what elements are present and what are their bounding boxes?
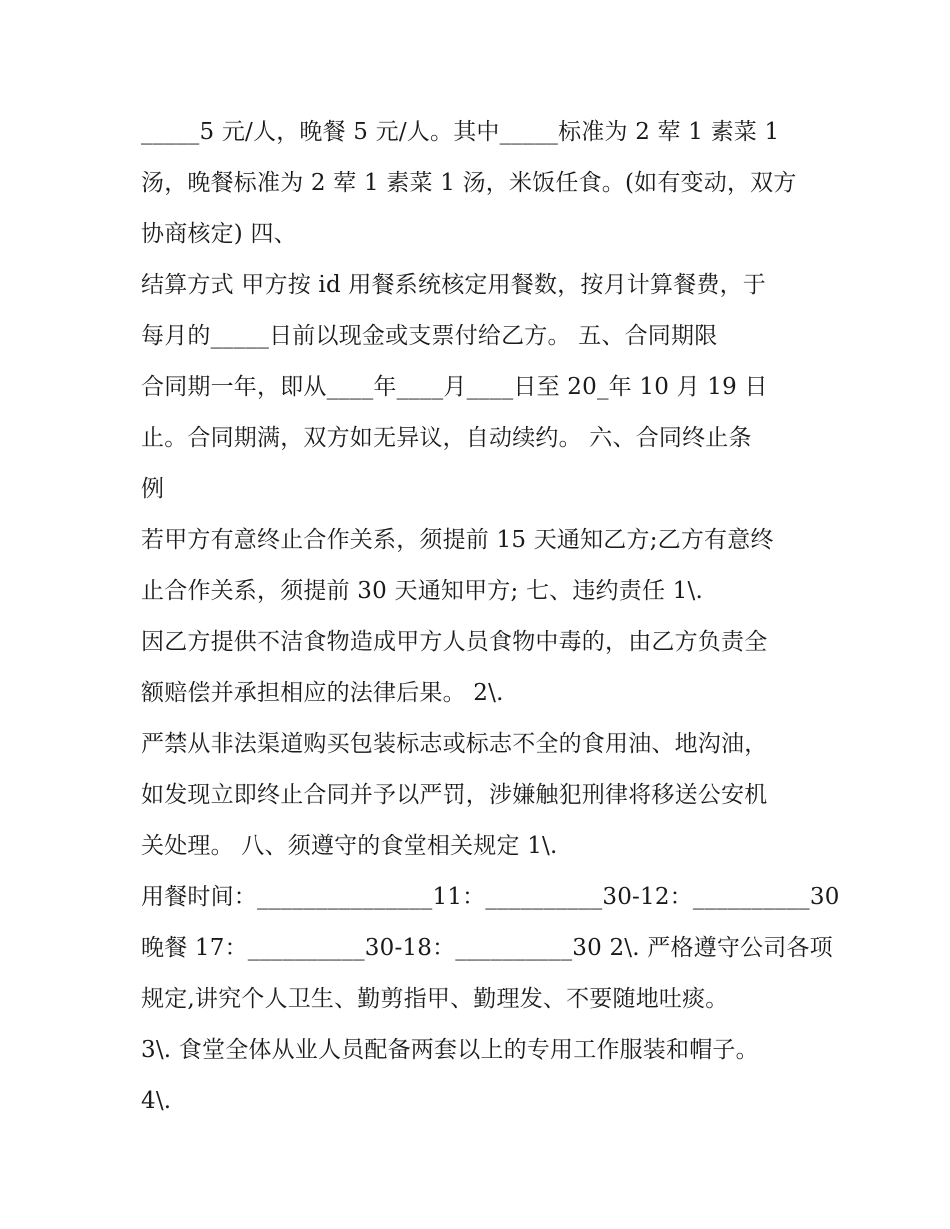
- text-line: _____5 元/人，晚餐 5 元/人。其中_____标准为 2 荤 1 素菜 1: [141, 119, 780, 145]
- text-line: 若甲方有意终止合作关系，须提前 15 天通知乙方;乙方有意终: [141, 527, 774, 553]
- text-line: 合同期一年，即从____年____月____日至 20_年 10 月 19 日: [141, 374, 768, 400]
- text-line: 3\. 食堂全体从业人员配备两套以上的专用工作服装和帽子。: [141, 1037, 759, 1063]
- text-line: 如发现立即终止合同并予以严罚，涉嫌触犯刑律将移送公安机: [141, 782, 768, 808]
- text-line: 晚餐 17：__________30-18：__________30 2\. 严格遵守公司各项: [141, 935, 833, 961]
- text-line: 例: [141, 476, 165, 502]
- text-line: 用餐时间：_______________11：__________30-12：__________30: [141, 884, 840, 910]
- text-line: 止合作关系，须提前 30 天通知甲方; 七、违约责任 1\.: [141, 578, 703, 604]
- text-line: 结算方式 甲方按 id 用餐系统核定用餐数，按月计算餐费，于: [141, 272, 767, 298]
- text-line: 每月的_____日前以现金或支票付给乙方。 五、合同期限: [141, 323, 718, 349]
- text-line: 4\.: [141, 1088, 172, 1114]
- text-line: 止。合同期满，双方如无异议，自动续约。 六、合同终止条: [141, 425, 752, 451]
- text-line: 严禁从非法渠道购买包装标志或标志不全的食用油、地沟油，: [141, 731, 768, 757]
- text-line: 规定,讲究个人卫生、勤剪指甲、勤理发、不要随地吐痰。: [141, 986, 729, 1012]
- text-line: 关处理。 八、须遵守的食堂相关规定 1\.: [141, 833, 558, 859]
- text-line: 因乙方提供不洁食物造成甲方人员食物中毒的，由乙方负责全: [141, 629, 768, 655]
- text-line: 协商核定) 四、: [141, 221, 297, 247]
- contract-text: [141, 107, 840, 1127]
- text-line: 汤，晚餐标准为 2 荤 1 素菜 1 汤，米饭任食。(如有变动，双方: [141, 170, 797, 196]
- text-line: 额赔偿并承担相应的法律后果。 2\.: [141, 680, 504, 706]
